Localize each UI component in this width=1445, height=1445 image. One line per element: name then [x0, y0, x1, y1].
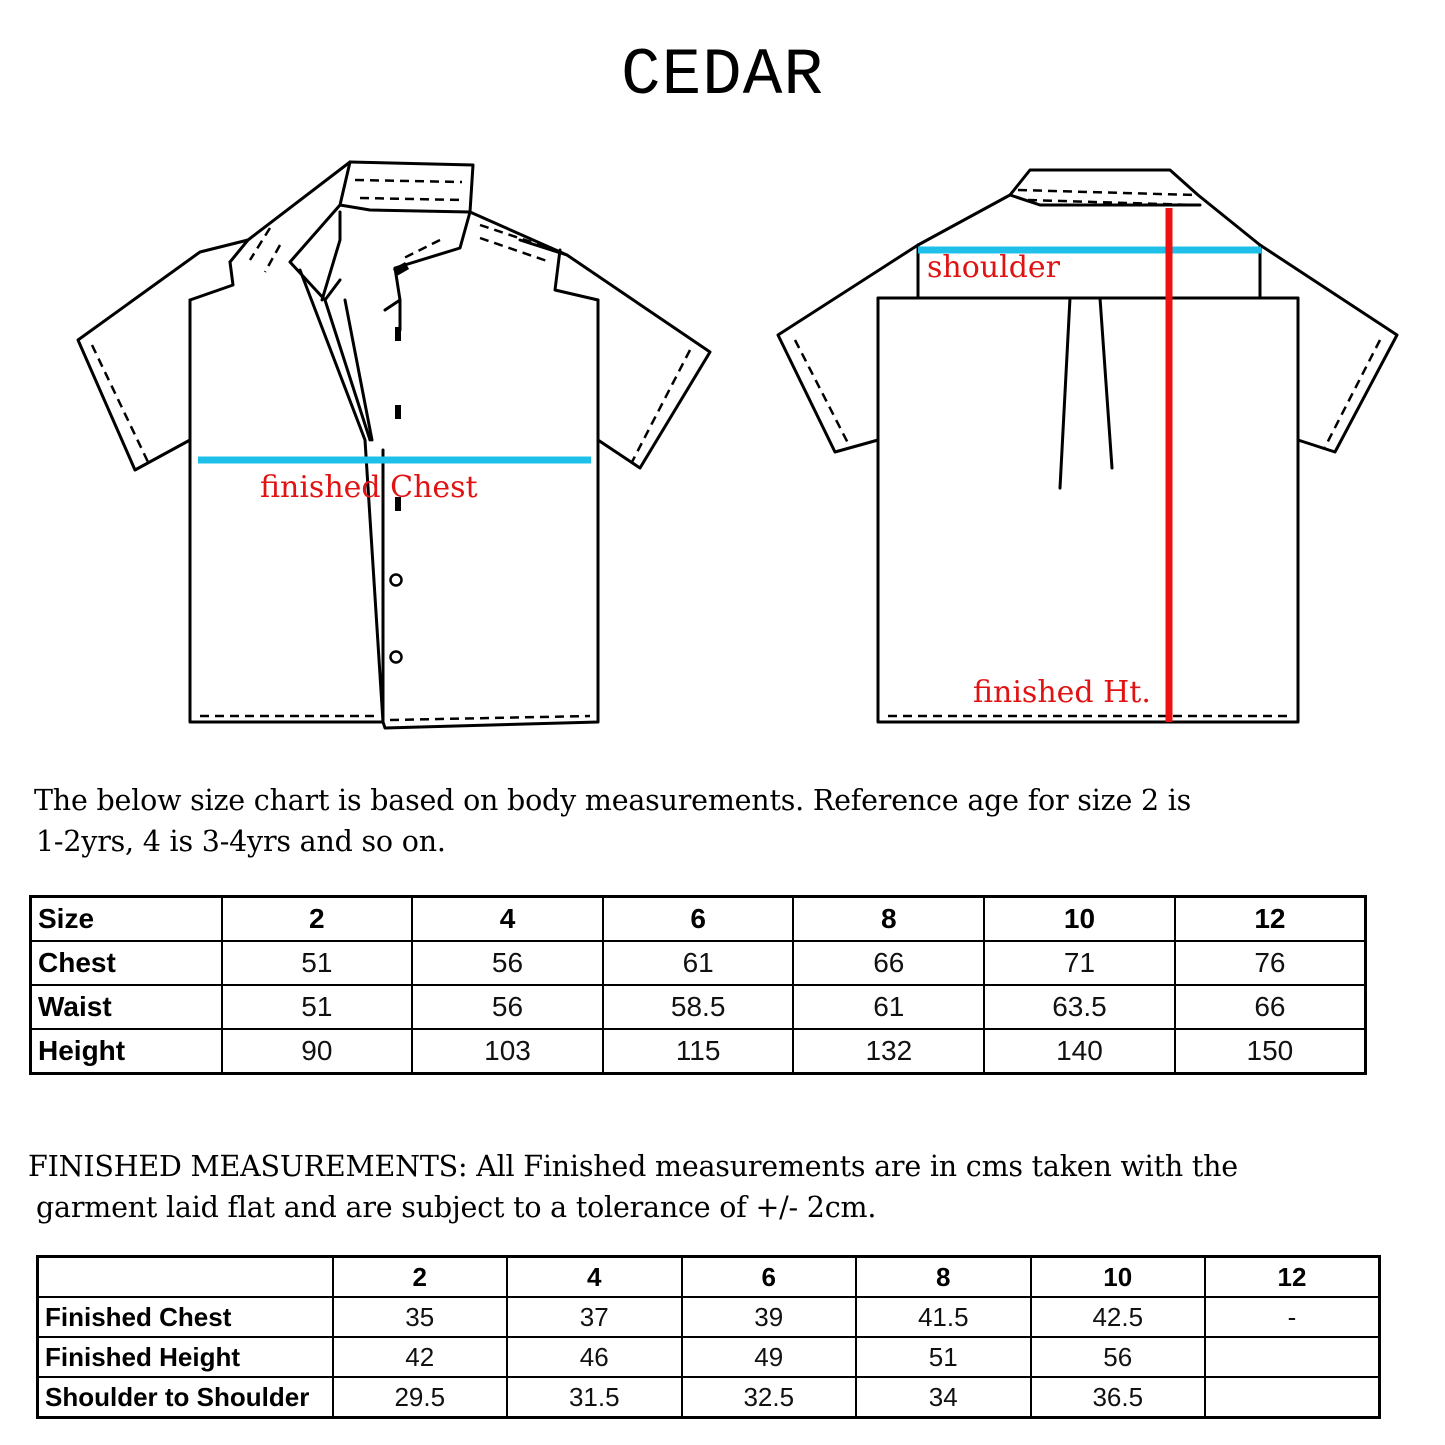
table-cell: 140 — [984, 1029, 1175, 1074]
table-cell: 29.5 — [333, 1377, 508, 1418]
table-cell: 41.5 — [856, 1297, 1031, 1337]
table-cell: 39 — [682, 1297, 857, 1337]
body-note-line-1: The below size chart is based on body measurements. Reference age for size 2 is — [34, 784, 1192, 817]
table-cell: Finished Chest — [38, 1297, 333, 1337]
table-cell — [1205, 1337, 1380, 1377]
table-cell: 46 — [507, 1337, 682, 1377]
finished-note-line-1: FINISHED MEASUREMENTS: All Finished measurements are in cms taken with the — [28, 1150, 1238, 1183]
table-cell: 63.5 — [984, 985, 1175, 1029]
height-label: finished Ht. — [973, 675, 1151, 710]
table-cell: 36.5 — [1031, 1377, 1206, 1418]
table-cell: 42 — [333, 1337, 508, 1377]
table-cell: 37 — [507, 1297, 682, 1337]
table-cell: 6 — [603, 897, 794, 942]
table-cell: 115 — [603, 1029, 794, 1074]
table-cell: 61 — [603, 941, 794, 985]
table-cell: Shoulder to Shoulder — [38, 1377, 333, 1418]
front-stitching — [92, 180, 690, 720]
shoulder-label: shoulder — [927, 250, 1060, 285]
table-cell: 12 — [1205, 1257, 1380, 1298]
finished-measurements-note — [28, 1146, 1433, 1228]
table-row — [38, 1297, 1380, 1337]
table-cell: 132 — [793, 1029, 984, 1074]
table-cell: 8 — [856, 1257, 1031, 1298]
table-cell: 49 — [682, 1337, 857, 1377]
table-cell: 76 — [1175, 941, 1366, 985]
table-cell: Size — [31, 897, 222, 942]
table-cell: 150 — [1175, 1029, 1366, 1074]
table-cell: - — [1205, 1297, 1380, 1337]
table-cell: 6 — [682, 1257, 857, 1298]
table-cell: 90 — [222, 1029, 413, 1074]
table-cell: 31.5 — [507, 1377, 682, 1418]
table-header-row — [38, 1257, 1380, 1298]
finished-note-line-2: garment laid flat and are subject to a tolerance of +/- 2cm. — [36, 1191, 877, 1224]
table-cell: 56 — [1031, 1337, 1206, 1377]
front-button — [391, 652, 402, 663]
finished-size-chart — [36, 1255, 1381, 1419]
table-cell: 8 — [793, 897, 984, 942]
table-cell: 56 — [412, 941, 603, 985]
table-row — [31, 941, 1366, 985]
table-cell: 66 — [793, 941, 984, 985]
table-cell: 35 — [333, 1297, 508, 1337]
table-cell: 4 — [507, 1257, 682, 1298]
front-shirt-drawing — [78, 162, 710, 728]
table-header-row — [31, 897, 1366, 942]
front-button — [391, 575, 402, 586]
table-row — [38, 1377, 1380, 1418]
table-cell: 71 — [984, 941, 1175, 985]
table-cell: 10 — [1031, 1257, 1206, 1298]
table-cell — [38, 1257, 333, 1298]
table-cell: 10 — [984, 897, 1175, 942]
table-cell: 51 — [222, 941, 413, 985]
table-cell: 2 — [222, 897, 413, 942]
table-cell: 56 — [412, 985, 603, 1029]
table-cell: Chest — [31, 941, 222, 985]
table-cell: 2 — [333, 1257, 508, 1298]
table-cell: Height — [31, 1029, 222, 1074]
chest-label: finished Chest — [260, 470, 478, 505]
table-cell: 12 — [1175, 897, 1366, 942]
table-cell: 34 — [856, 1377, 1031, 1418]
table-cell: 32.5 — [682, 1377, 857, 1418]
table-cell: 61 — [793, 985, 984, 1029]
table-cell: 66 — [1175, 985, 1366, 1029]
body-note-line-2: 1-2yrs, 4 is 3-4yrs and so on. — [36, 825, 446, 858]
page-title: CEDAR — [620, 38, 825, 113]
table-cell: Waist — [31, 985, 222, 1029]
table-row — [38, 1337, 1380, 1377]
table-cell: 58.5 — [603, 985, 794, 1029]
table-cell: 103 — [412, 1029, 603, 1074]
table-row — [31, 985, 1366, 1029]
table-cell: 51 — [856, 1337, 1031, 1377]
table-cell: Finished Height — [38, 1337, 333, 1377]
table-row — [31, 1029, 1366, 1074]
body-measurements-note — [34, 780, 1424, 862]
table-cell: 51 — [222, 985, 413, 1029]
body-size-chart — [29, 895, 1367, 1075]
table-cell — [1205, 1377, 1380, 1418]
table-cell: 42.5 — [1031, 1297, 1206, 1337]
table-cell: 4 — [412, 897, 603, 942]
